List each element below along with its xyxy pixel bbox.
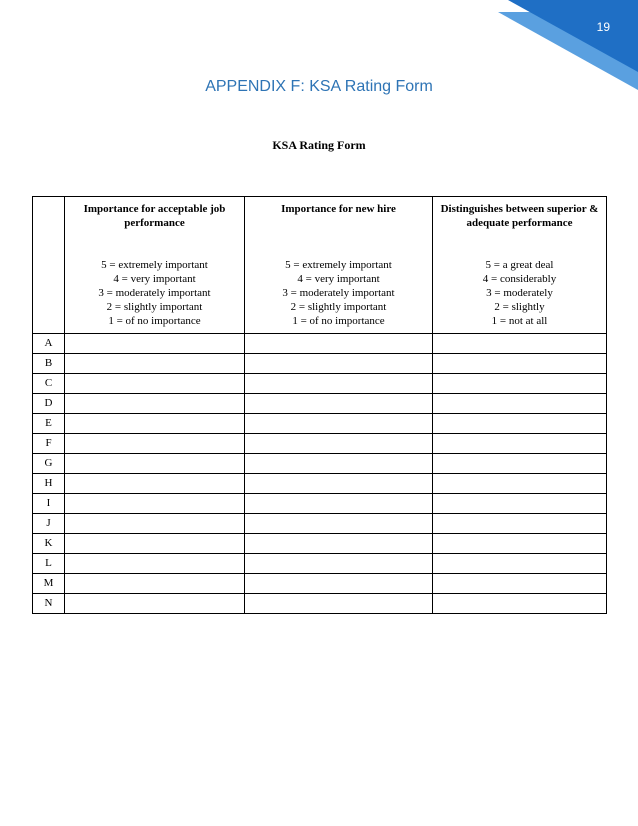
row-label: A [33,334,65,354]
scale-line: 2 = slightly [494,301,545,313]
row-label: N [33,594,65,614]
row-label: K [33,534,65,554]
rating-cell[interactable] [433,434,607,454]
scale-line: 3 = moderately important [98,287,211,299]
scale-line: 5 = a great deal [485,259,554,271]
rating-cell[interactable] [65,514,245,534]
corner-banner-graphic [498,0,638,90]
table-row [33,594,607,614]
rating-cell[interactable] [433,514,607,534]
table-row [33,354,607,374]
rating-cell[interactable] [245,394,433,414]
form-title: KSA Rating Form [272,138,366,152]
rating-cell[interactable] [433,574,607,594]
scale-line: 4 = very important [113,273,196,285]
rating-cell[interactable] [433,354,607,374]
header-column [433,197,607,334]
rating-cell[interactable] [65,574,245,594]
header-blank-cell [33,197,65,334]
row-label: G [33,454,65,474]
row-label: C [33,374,65,394]
rating-cell[interactable] [433,594,607,614]
scale-line: 1 = of no importance [292,315,385,327]
rating-cell[interactable] [65,594,245,614]
scale-line: 1 = of no importance [108,315,201,327]
rating-cell[interactable] [245,374,433,394]
rating-cell[interactable] [245,494,433,514]
rating-cell[interactable] [65,394,245,414]
table-row [33,394,607,414]
scale-line: 3 = moderately [486,287,553,299]
rating-cell[interactable] [65,454,245,474]
table-row [33,514,607,534]
row-label: B [33,354,65,374]
rating-cell[interactable] [65,434,245,454]
rating-cell[interactable] [245,594,433,614]
row-label: D [33,394,65,414]
rating-cell[interactable] [433,394,607,414]
rating-cell[interactable] [433,374,607,394]
row-label: I [33,494,65,514]
rating-cell[interactable] [245,354,433,374]
page-number: 19 [596,20,610,34]
scale-line: 5 = extremely important [285,259,392,271]
table-header-row [33,197,607,334]
rating-cell[interactable] [245,554,433,574]
rating-cell[interactable] [433,414,607,434]
row-label: F [33,434,65,454]
table-row [33,374,607,394]
table-row [33,474,607,494]
rating-cell[interactable] [245,514,433,534]
rating-cell[interactable] [65,374,245,394]
table-row [33,554,607,574]
scale-line: 2 = slightly important [106,301,203,313]
rating-cell[interactable] [65,334,245,354]
scale-line: 3 = moderately important [282,287,395,299]
table-row [33,334,607,354]
table-row [33,454,607,474]
scale-line: 5 = extremely important [101,259,208,271]
rating-cell[interactable] [65,534,245,554]
rating-cell[interactable] [433,494,607,514]
row-label: E [33,414,65,434]
rating-cell[interactable] [433,334,607,354]
rating-cell[interactable] [65,414,245,434]
appendix-heading: APPENDIX F: KSA Rating Form [205,78,433,95]
rating-cell[interactable] [245,534,433,554]
column-title: Distinguishes between superior & adequate performance [440,203,599,229]
table-body [33,334,607,614]
column-title: Importance for acceptable job performance [83,203,226,229]
row-label: L [33,554,65,574]
rating-cell[interactable] [65,474,245,494]
row-label: J [33,514,65,534]
table-row [33,574,607,594]
rating-cell[interactable] [245,334,433,354]
rating-cell[interactable] [245,434,433,454]
scale-line: 4 = very important [297,273,380,285]
rating-cell[interactable] [433,474,607,494]
header-column [65,197,245,334]
rating-cell[interactable] [65,554,245,574]
rating-cell[interactable] [65,494,245,514]
row-label: M [33,574,65,594]
scale-line: 1 = not at all [491,315,548,327]
rating-cell[interactable] [245,454,433,474]
scale-line: 4 = considerably [482,273,557,285]
ksa-rating-table [32,196,607,614]
table-row [33,534,607,554]
header-column [245,197,433,334]
rating-cell[interactable] [245,574,433,594]
rating-cell[interactable] [433,554,607,574]
table-row [33,434,607,454]
scale-line: 2 = slightly important [290,301,387,313]
rating-cell[interactable] [245,414,433,434]
table-row [33,414,607,434]
column-title: Importance for new hire [281,203,396,215]
rating-cell[interactable] [245,474,433,494]
row-label: H [33,474,65,494]
table-row [33,494,607,514]
rating-cell[interactable] [433,454,607,474]
rating-cell[interactable] [433,534,607,554]
rating-cell[interactable] [65,354,245,374]
